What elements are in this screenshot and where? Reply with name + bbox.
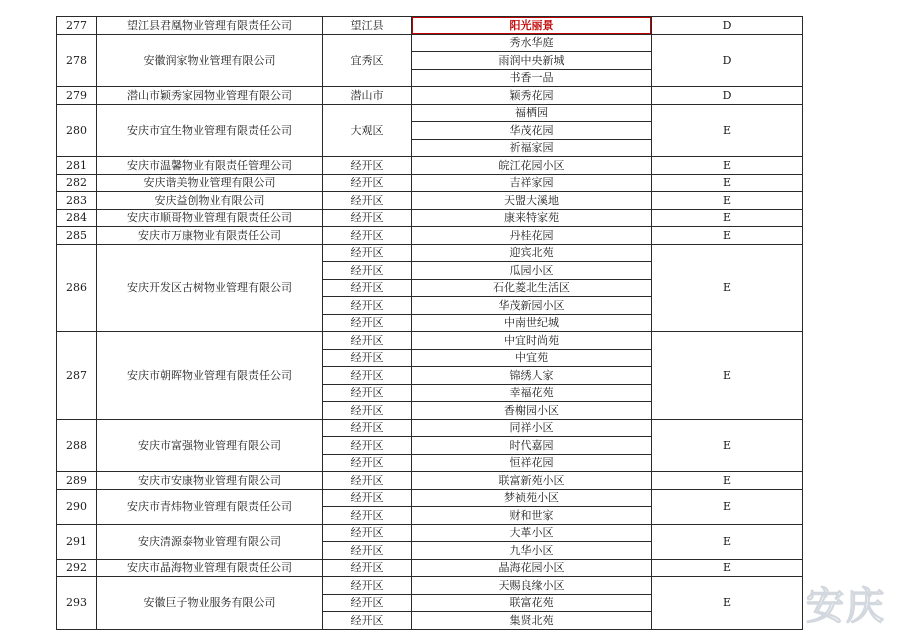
project-name: 皖江花园小区 bbox=[412, 157, 652, 175]
table-body bbox=[57, 17, 803, 630]
project-name: 书香一品 bbox=[412, 69, 652, 87]
table-row bbox=[57, 559, 803, 577]
project-name: 幸福花苑 bbox=[412, 384, 652, 402]
district-cell: 潜山市 bbox=[323, 87, 412, 105]
project-name: 中南世纪城 bbox=[412, 314, 652, 332]
table-row bbox=[57, 104, 803, 122]
project-name: 迎宾北苑 bbox=[412, 244, 652, 262]
table-row bbox=[57, 489, 803, 507]
company-name: 潜山市颖秀家园物业管理有限公司 bbox=[97, 87, 323, 105]
district-cell: 大观区 bbox=[323, 104, 412, 157]
district-cell: 经开区 bbox=[323, 419, 412, 437]
district-cell: 经开区 bbox=[323, 454, 412, 472]
project-name: 阳光丽景 bbox=[412, 17, 652, 35]
project-name: 恒祥花园 bbox=[412, 454, 652, 472]
company-name: 安庆清源泰物业管理有限公司 bbox=[97, 524, 323, 559]
project-name: 锦绣人家 bbox=[412, 367, 652, 385]
district-cell: 经开区 bbox=[323, 297, 412, 315]
table-row bbox=[57, 87, 803, 105]
company-name: 安庆市宜生物业管理有限责任公司 bbox=[97, 104, 323, 157]
district-cell: 经开区 bbox=[323, 577, 412, 595]
company-name: 安庆市安康物业管理有限公司 bbox=[97, 472, 323, 490]
district-cell: 经开区 bbox=[323, 349, 412, 367]
rating-level: D bbox=[652, 87, 803, 105]
project-name: 时代嘉园 bbox=[412, 437, 652, 455]
district-cell: 经开区 bbox=[323, 157, 412, 175]
company-name: 安庆市晶海物业管理有限责任公司 bbox=[97, 559, 323, 577]
district-cell: 经开区 bbox=[323, 384, 412, 402]
project-name: 集贤北苑 bbox=[412, 612, 652, 630]
project-name: 康来特家苑 bbox=[412, 209, 652, 227]
company-name: 望江县君凰物业管理有限责任公司 bbox=[97, 17, 323, 35]
row-number: 289 bbox=[57, 472, 97, 490]
property-rating-table bbox=[56, 16, 803, 630]
project-name: 吉祥家园 bbox=[412, 174, 652, 192]
project-name: 瓜园小区 bbox=[412, 262, 652, 280]
project-name: 天赐良缘小区 bbox=[412, 577, 652, 595]
row-number: 293 bbox=[57, 577, 97, 630]
rating-level: E bbox=[652, 489, 803, 524]
rating-level: E bbox=[652, 332, 803, 420]
rating-level: E bbox=[652, 192, 803, 210]
rating-level: E bbox=[652, 157, 803, 175]
project-name: 华茂花园 bbox=[412, 122, 652, 140]
project-name: 晶海花园小区 bbox=[412, 559, 652, 577]
table-row bbox=[57, 192, 803, 210]
district-cell: 经开区 bbox=[323, 402, 412, 420]
project-name: 福栖园 bbox=[412, 104, 652, 122]
table-row bbox=[57, 157, 803, 175]
row-number: 286 bbox=[57, 244, 97, 332]
district-cell: 经开区 bbox=[323, 262, 412, 280]
table-row bbox=[57, 244, 803, 262]
rating-level: E bbox=[652, 419, 803, 472]
company-name: 安庆市朝晖物业管理有限责任公司 bbox=[97, 332, 323, 420]
company-name: 安庆市青炜物业管理有限责任公司 bbox=[97, 489, 323, 524]
table-row bbox=[57, 17, 803, 35]
district-cell: 经开区 bbox=[323, 594, 412, 612]
district-cell: 经开区 bbox=[323, 612, 412, 630]
district-cell: 经开区 bbox=[323, 437, 412, 455]
district-cell: 经开区 bbox=[323, 227, 412, 245]
table-row bbox=[57, 577, 803, 595]
row-number: 283 bbox=[57, 192, 97, 210]
row-number: 285 bbox=[57, 227, 97, 245]
table-row bbox=[57, 472, 803, 490]
row-number: 280 bbox=[57, 104, 97, 157]
project-name: 华茂新园小区 bbox=[412, 297, 652, 315]
district-cell: 经开区 bbox=[323, 314, 412, 332]
table-row bbox=[57, 419, 803, 437]
row-number: 278 bbox=[57, 34, 97, 87]
rating-level: E bbox=[652, 209, 803, 227]
project-name: 联富花苑 bbox=[412, 594, 652, 612]
company-name: 安庆开发区古树物业管理有限公司 bbox=[97, 244, 323, 332]
district-cell: 经开区 bbox=[323, 332, 412, 350]
district-cell: 经开区 bbox=[323, 244, 412, 262]
district-cell: 经开区 bbox=[323, 542, 412, 560]
project-name: 中宜苑 bbox=[412, 349, 652, 367]
project-name: 梦祯苑小区 bbox=[412, 489, 652, 507]
project-name: 财和世家 bbox=[412, 507, 652, 525]
district-cell: 经开区 bbox=[323, 279, 412, 297]
table-row bbox=[57, 524, 803, 542]
row-number: 292 bbox=[57, 559, 97, 577]
rating-level: D bbox=[652, 17, 803, 35]
project-name: 石化菱北生活区 bbox=[412, 279, 652, 297]
district-cell: 经开区 bbox=[323, 489, 412, 507]
rating-level: E bbox=[652, 227, 803, 245]
project-name: 中宜时尚苑 bbox=[412, 332, 652, 350]
district-cell: 经开区 bbox=[323, 507, 412, 525]
company-name: 安徽润家物业管理有限公司 bbox=[97, 34, 323, 87]
rating-level: E bbox=[652, 244, 803, 332]
table-row bbox=[57, 209, 803, 227]
row-number: 290 bbox=[57, 489, 97, 524]
project-name: 雨润中央新城 bbox=[412, 52, 652, 70]
row-number: 288 bbox=[57, 419, 97, 472]
district-cell: 经开区 bbox=[323, 472, 412, 490]
rating-level: E bbox=[652, 174, 803, 192]
row-number: 282 bbox=[57, 174, 97, 192]
project-name: 同祥小区 bbox=[412, 419, 652, 437]
row-number: 284 bbox=[57, 209, 97, 227]
company-name: 安庆市富强物业管理有限公司 bbox=[97, 419, 323, 472]
project-name: 颖秀花园 bbox=[412, 87, 652, 105]
row-number: 279 bbox=[57, 87, 97, 105]
row-number: 291 bbox=[57, 524, 97, 559]
project-name: 联富新苑小区 bbox=[412, 472, 652, 490]
row-number: 281 bbox=[57, 157, 97, 175]
table-row bbox=[57, 174, 803, 192]
district-cell: 经开区 bbox=[323, 524, 412, 542]
project-name: 天盟大溪地 bbox=[412, 192, 652, 210]
rating-level: E bbox=[652, 524, 803, 559]
company-name: 安庆市温馨物业有限责任管理公司 bbox=[97, 157, 323, 175]
district-cell: 经开区 bbox=[323, 559, 412, 577]
project-name: 祈福家园 bbox=[412, 139, 652, 157]
project-name: 九华小区 bbox=[412, 542, 652, 560]
district-cell: 经开区 bbox=[323, 367, 412, 385]
district-cell: 望江县 bbox=[323, 17, 412, 35]
rating-level: E bbox=[652, 472, 803, 490]
district-cell: 宜秀区 bbox=[323, 34, 412, 87]
project-name: 秀水华庭 bbox=[412, 34, 652, 52]
company-name: 安徽巨子物业服务有限公司 bbox=[97, 577, 323, 630]
company-name: 安庆市万康物业有限责任公司 bbox=[97, 227, 323, 245]
district-cell: 经开区 bbox=[323, 209, 412, 227]
row-number: 277 bbox=[57, 17, 97, 35]
project-name: 香榭园小区 bbox=[412, 402, 652, 420]
row-number: 287 bbox=[57, 332, 97, 420]
company-name: 安庆市顺哥物业管理有限责任公司 bbox=[97, 209, 323, 227]
project-name: 大革小区 bbox=[412, 524, 652, 542]
district-cell: 经开区 bbox=[323, 192, 412, 210]
project-name: 丹桂花园 bbox=[412, 227, 652, 245]
rating-level: D bbox=[652, 34, 803, 87]
table-row bbox=[57, 34, 803, 52]
company-name: 安庆益创物业有限公司 bbox=[97, 192, 323, 210]
rating-level: E bbox=[652, 104, 803, 157]
district-cell: 经开区 bbox=[323, 174, 412, 192]
table-row bbox=[57, 227, 803, 245]
rating-level: E bbox=[652, 577, 803, 630]
company-name: 安庆谐美物业管理有限公司 bbox=[97, 174, 323, 192]
table-row bbox=[57, 332, 803, 350]
site-watermark: 安庆 bbox=[805, 584, 886, 628]
rating-level: E bbox=[652, 559, 803, 577]
